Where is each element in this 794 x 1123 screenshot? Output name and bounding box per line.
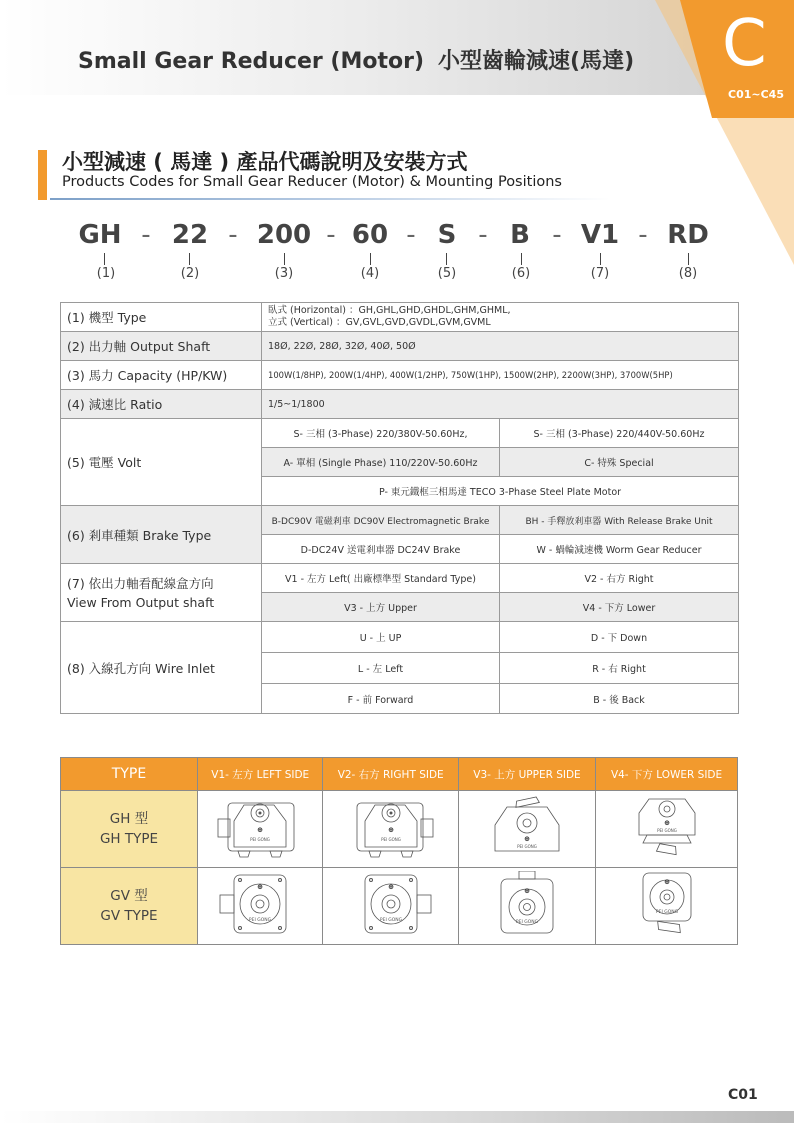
gv-v1-cell (198, 868, 323, 945)
capacity-values: 100W(1/8HP), 200W(1/4HP), 400W(1/2HP), 750W(1HP), 1500W(2HP), 2200W(3HP), 3700W(5HP) (262, 361, 739, 390)
logo-text: PEI GONG (379, 918, 402, 923)
code-number: (2) (180, 266, 200, 281)
gv-v3-cell (458, 868, 595, 945)
gh-type-label (61, 791, 198, 868)
logo-text: PEI GONG (656, 828, 677, 833)
product-code-table (60, 302, 739, 714)
table-row (61, 564, 739, 593)
table-row (61, 390, 739, 419)
svg-text:⊕: ⊕ (524, 887, 530, 895)
gv-v3-motor-drawing (477, 871, 577, 937)
ratio-values: 1/5~1/1800 (262, 390, 739, 419)
svg-text:⊕: ⊕ (387, 826, 394, 834)
code-segment: GH (78, 220, 122, 250)
svg-text:⊕: ⊕ (524, 835, 530, 843)
product-code-breakdown (0, 220, 794, 290)
code-tick (284, 253, 285, 265)
code-dash: - (478, 220, 488, 250)
brake-b: B-DC90V 電磁剎車 DC90V Electromagnetic Brake (262, 506, 500, 535)
volt-c: C- 特殊 Special (500, 448, 739, 477)
code-number: (3) (274, 266, 294, 281)
type-vertical: 立式 (Vertical) ：GV,GVL,GVD,GVDL,GVM,GVML (268, 317, 491, 328)
logo-text: PEI GONG (517, 844, 537, 849)
row-label-wire: (8) 入線孔方向 Wire Inlet (61, 622, 262, 714)
section-title-en: Products Codes for Small Gear Reducer (Motor) & Mounting Positions (62, 174, 562, 190)
type-values (262, 303, 739, 332)
volt-s1: S- 三相 (3-Phase) 220/380V-50.60Hz, (262, 419, 500, 448)
wire-l: L - 左 Left (262, 653, 500, 684)
volt-p: P- 東元鐵框三相馬達 TECO 3-Phase Steel Plate Motor (262, 477, 739, 506)
page-number: C01 (728, 1087, 758, 1103)
v4-header: V4- 下方 LOWER SIDE (596, 758, 738, 791)
code-tick (370, 253, 371, 265)
svg-text:⊕: ⊕ (663, 819, 670, 827)
logo-text: PEI GONG (655, 910, 678, 915)
view-v3: V3 - 上方 Upper (262, 593, 500, 622)
code-number: (4) (360, 266, 380, 281)
brake-w: W - 蝸輪減速機 Worm Gear Reducer (500, 535, 739, 564)
gh-v4-motor-drawing (617, 795, 717, 859)
mounting-type-table (60, 757, 738, 945)
title-zh: 小型齒輪減速(馬達) (438, 49, 635, 74)
code-number: (7) (590, 266, 610, 281)
volt-s2: S- 三相 (3-Phase) 220/440V-50.60Hz (500, 419, 739, 448)
code-segment: RD (667, 220, 709, 250)
volt-a: A- 單相 (Single Phase) 110/220V-50.60Hz (262, 448, 500, 477)
svg-text:⊕: ⊕ (257, 883, 264, 891)
code-segment: S (437, 220, 457, 250)
v2-header: V2- 右方 RIGHT SIDE (323, 758, 458, 791)
view-v2: V2 - 右方 Right (500, 564, 739, 593)
wire-u: U - 上 UP (262, 622, 500, 653)
gh-v3-cell (458, 791, 595, 868)
v3-header: V3- 上方 UPPER SIDE (458, 758, 595, 791)
code-tick (600, 253, 601, 265)
table-row (61, 303, 739, 332)
code-segment: B (510, 220, 530, 250)
table-row (61, 506, 739, 535)
gh-v4-cell (596, 791, 738, 868)
svg-text:⊕: ⊕ (663, 878, 670, 886)
gh-v1-cell (198, 791, 323, 868)
table-row (61, 361, 739, 390)
gv-v4-motor-drawing (617, 871, 717, 937)
code-number: (1) (96, 266, 116, 281)
gh-type-zh: GH 型 (109, 811, 149, 827)
v1-header: V1- 左方 LEFT SIDE (198, 758, 323, 791)
view-label-zh: (7) 依出力軸看配線盒方向 (67, 575, 214, 591)
code-number: (6) (511, 266, 531, 281)
gv-v2-cell (323, 868, 458, 945)
gv-type-label (61, 868, 198, 945)
code-dash: - (326, 220, 336, 250)
row-label-volt: (5) 電壓 Volt (61, 419, 262, 506)
section-letter: C (722, 7, 767, 81)
wire-d: D - 下 Down (500, 622, 739, 653)
wire-f: F - 前 Forward (262, 684, 500, 714)
code-dash: - (638, 220, 648, 250)
logo-text: PEI GONG (380, 837, 401, 842)
row-label-type: (1) 機型 Type (61, 303, 262, 332)
shaft-values: 18Ø, 22Ø, 28Ø, 32Ø, 40Ø, 50Ø (262, 332, 739, 361)
table-row (61, 419, 739, 448)
code-dash: - (141, 220, 151, 250)
gv-v4-cell (596, 868, 738, 945)
row-label-shaft: (2) 出力軸 Output Shaft (61, 332, 262, 361)
gv-type-en: GV TYPE (100, 908, 158, 924)
row-label-ratio: (4) 減速比 Ratio (61, 390, 262, 419)
code-number: (5) (437, 266, 457, 281)
wire-b: B - 後 Back (500, 684, 739, 714)
gv-v1-motor-drawing (210, 871, 310, 937)
code-segment: V1 (580, 220, 620, 250)
table-row (61, 791, 738, 868)
row-label-view (61, 564, 262, 622)
logo-text: PEI GONG (515, 920, 539, 925)
page-title (78, 44, 634, 75)
code-dash: - (406, 220, 416, 250)
logo-text: PEI GONG (249, 918, 272, 923)
section-range: C01~C45 (728, 88, 784, 101)
table-row (61, 332, 739, 361)
type-horizontal: 臥式 (Horizontal) ：GH,GHL,GHD,GHDL,GHM,GHML, (268, 305, 511, 316)
view-label-en: View From Output shaft (67, 594, 215, 610)
brake-d: D-DC24V 送電剎車器 DC24V Brake (262, 535, 500, 564)
wire-r: R - 右 Right (500, 653, 739, 684)
logo-text: PEI GONG (250, 837, 271, 842)
table-header-row (61, 758, 738, 791)
code-number: (8) (678, 266, 698, 281)
type-header: TYPE (61, 758, 198, 791)
code-tick (446, 253, 447, 265)
code-segment: 60 (351, 220, 389, 250)
view-v1: V1 - 左方 Left( 出廠標準型 Standard Type) (262, 564, 500, 593)
code-dash: - (552, 220, 562, 250)
table-row (61, 868, 738, 945)
section-marker (38, 150, 47, 200)
row-label-capacity: (3) 馬力 Capacity (HP/KW) (61, 361, 262, 390)
section-title-zh: 小型減速 ( 馬達 ) 產品代碼說明及安裝方式 (62, 150, 468, 174)
gh-v1-motor-drawing (210, 795, 310, 859)
svg-text:⊕: ⊕ (387, 883, 394, 891)
code-segment: 22 (171, 220, 209, 250)
view-v4: V4 - 下方 Lower (500, 593, 739, 622)
gh-type-en: GH TYPE (99, 831, 159, 847)
svg-text:⊕: ⊕ (257, 826, 264, 834)
title-en: Small Gear Reducer (Motor) (78, 49, 425, 74)
code-tick (688, 253, 689, 265)
code-tick (521, 253, 522, 265)
gh-v2-cell (323, 791, 458, 868)
gh-v3-motor-drawing (477, 795, 577, 859)
code-tick (104, 253, 105, 265)
gv-v2-motor-drawing (341, 871, 441, 937)
table-row (61, 622, 739, 653)
footer-bar (0, 1111, 794, 1123)
row-label-brake: (6) 剎車種類 Brake Type (61, 506, 262, 564)
brake-bh: BH - 手釋放剎車器 With Release Brake Unit (500, 506, 739, 535)
code-dash: - (228, 220, 238, 250)
gv-type-zh: GV 型 (110, 888, 148, 904)
section-underline (50, 198, 610, 200)
code-tick (189, 253, 190, 265)
code-segment: 200 (256, 220, 312, 250)
gh-v2-motor-drawing (341, 795, 441, 859)
